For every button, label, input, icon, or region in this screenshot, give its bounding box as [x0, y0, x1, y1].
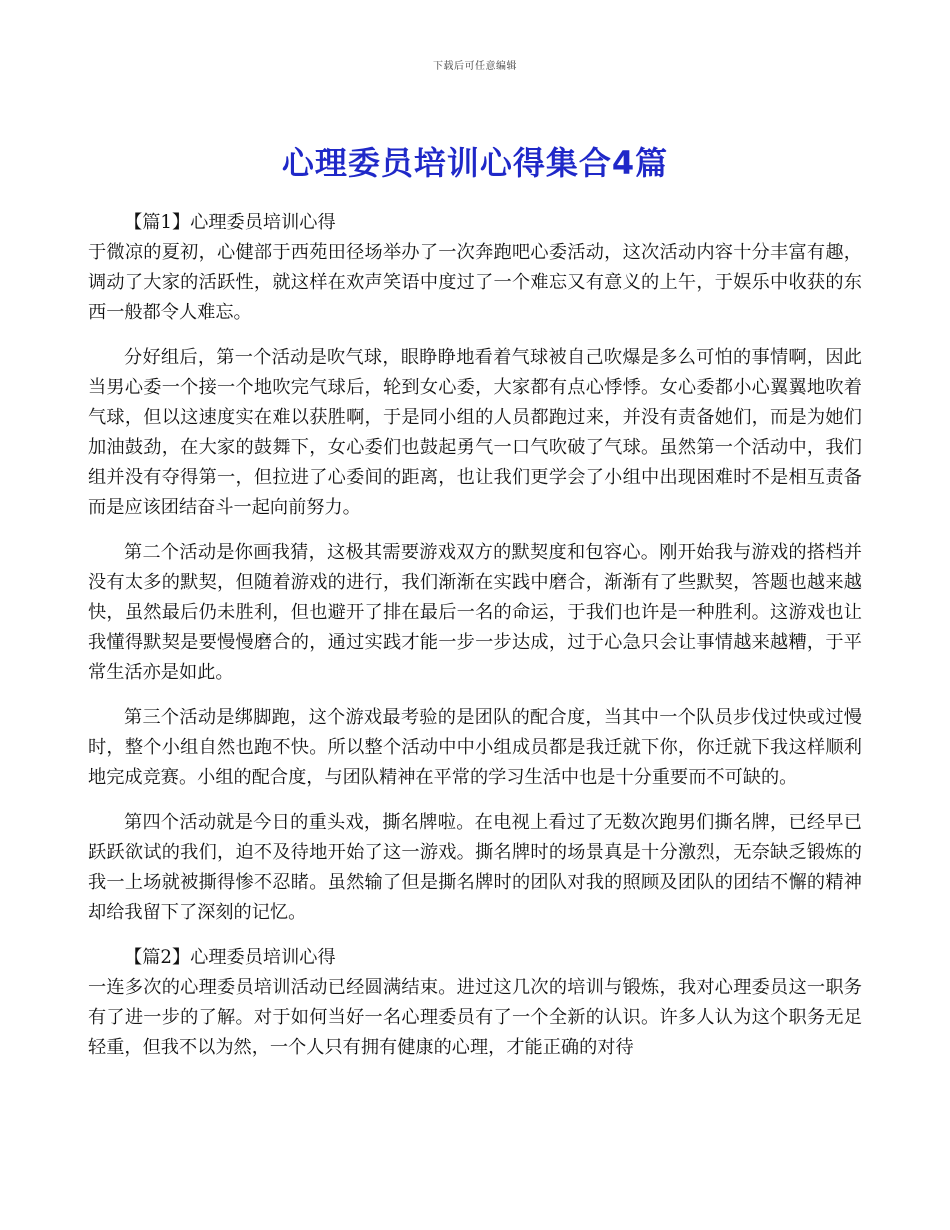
paragraph: 一连多次的心理委员培训活动已经圆满结束。进过这几次的培训与锻炼，我对心理委员这一职务有了进一步的了解。对于如何当好一名心理委员有了一个全新的认识。许多人认为这个职务无足轻重，但我不以为然，一个人只有拥有健康的心理，才能正确的对待 — [88, 977, 862, 1058]
paragraph: 分好组后，第一个活动是吹气球，眼睁睁地看着气球被自己吹爆是多么可怕的事情啊，因此当男心委一个接一个地吹完气球后，轮到女心委，大家都有点心悸悸。女心委都小心翼翼地吹着气球，但以这速度实在难以获胜啊，于是同小组的人员都跑过来，并没有责备她们，而是为她们加油鼓劲，在大家的鼓舞下，女心委们也鼓起勇气一口气吹破了气球。虽然第一个活动中，我们组并没有夺得第一，但拉进了心委间的距离，也让我们更学会了小组中出现困难时不是相互责备而是应该团结奋斗一起向前努力。 — [88, 347, 862, 518]
paragraph: 第三个活动是绑脚跑，这个游戏最考验的是团队的配合度，当其中一个队员步伐过快或过慢时，整个小组自然也跑不快。所以整个活动中中小组成员都是我迁就下你，你迁就下我这样顺利地完成竞赛。小组的配合度，与团队精神在平常的学习生活中也是十分重要而不可缺的。 — [88, 707, 862, 788]
section-2 — [88, 943, 862, 1063]
paragraph: 于微凉的夏初，心健部于西苑田径场举办了一次奔跑吧心委活动，这次活动内容十分丰富有趣，调动了大家的活跃性，就这样在欢声笑语中度过了一个难忘又有意义的上午，于娱乐中收获的东西一般都令人难忘。 — [88, 242, 862, 323]
document-body — [88, 208, 862, 1078]
page-title: 心理委员培训心得集合4篇 — [281, 144, 669, 182]
header-note: 下载后可任意编辑 — [433, 61, 517, 72]
paragraph: 第四个活动就是今日的重头戏，撕名牌啦。在电视上看过了无数次跑男们撕名牌，已经早已跃跃欲试的我们，迫不及待地开始了这一游戏。撕名牌时的场景真是十分激烈，无奈缺乏锻炼的我一上场就被撕得惨不忍睹。虽然输了但是撕名牌时的团队对我的照顾及团队的团结不懈的精神却给我留下了深刻的记忆。 — [88, 812, 862, 923]
section-heading: 【篇1】心理委员培训心得 — [124, 212, 336, 233]
section-1 — [88, 208, 862, 928]
paragraph: 第二个活动是你画我猜，这极其需要游戏双方的默契度和包容心。刚开始我与游戏的搭档并没有太多的默契，但随着游戏的进行，我们渐渐在实践中磨合，渐渐有了些默契，答题也越来越快，虽然最后仍未胜利，但也避开了排在最后一名的命运，于我们也许是一种胜利。这游戏也让我懂得默契是要慢慢磨合的，通过实践才能一步一步达成，过于心急只会让事情越来越糟，于平常生活亦是如此。 — [88, 542, 862, 683]
section-heading: 【篇2】心理委员培训心得 — [124, 947, 336, 968]
